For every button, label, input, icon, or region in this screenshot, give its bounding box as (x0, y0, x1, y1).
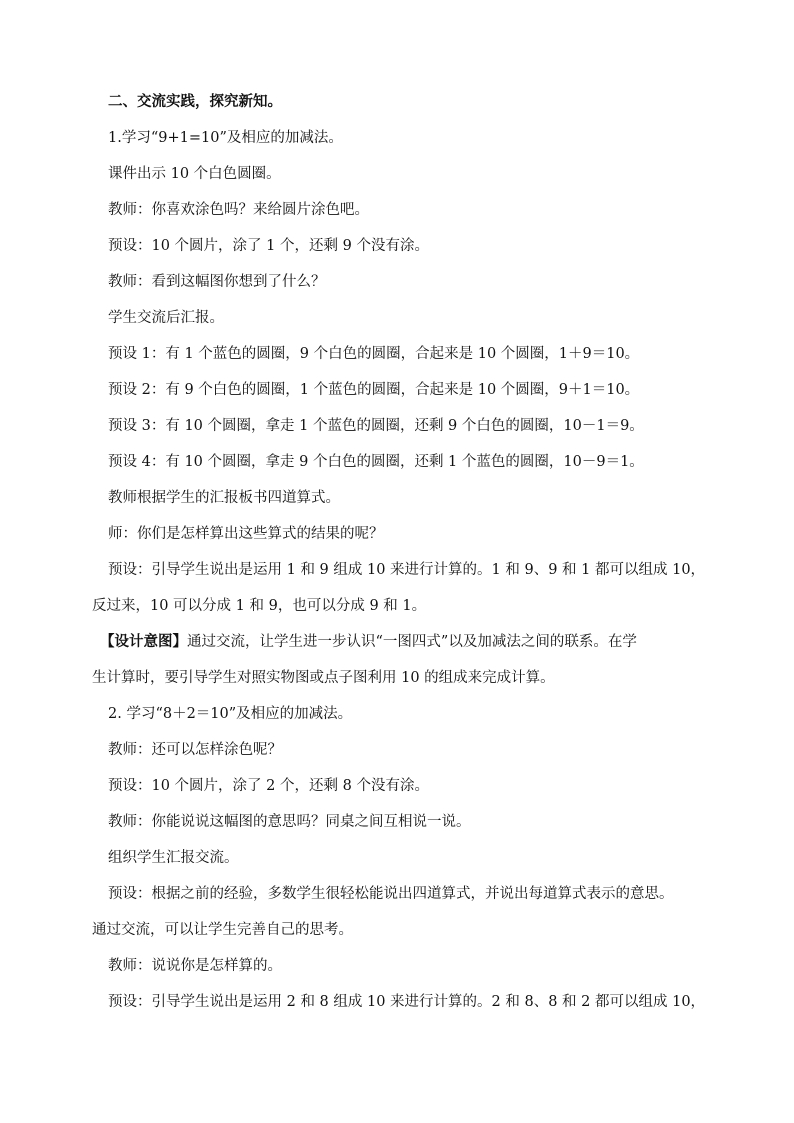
paragraph-15: 2. 学习“8＋2＝10”及相应的加减法。 (108, 706, 353, 722)
paragraph-7: 预设 1：有 1 个蓝色的圆圈，9 个白色的圆圈，合起来是 10 个圆圈，1＋9＝10。 (108, 346, 640, 362)
paragraph-2: 课件出示 10 个白色圆圈。 (108, 166, 281, 182)
paragraph-13-line-1: 预设：引导学生说出是运用 1 和 9 组成 10 来进行计算的。1 和 9、9 和 1 都可以组成 10， (108, 562, 706, 578)
paragraph-16: 教师：还可以怎样涂色呢？ (108, 742, 282, 758)
paragraph-20-line-2: 通过交流，可以让学生完善自己的思考。 (92, 922, 353, 938)
paragraph-8: 预设 2：有 9 个白色的圆圈，1 个蓝色的圆圈，合起来是 10 个圆圈，9＋1＝10。 (108, 382, 640, 398)
design-intent-text: 通过交流，让学生进一步认识“一图四式”以及加减法之间的联系。在学 (187, 634, 637, 650)
paragraph-19: 组织学生汇报交流。 (108, 850, 239, 866)
paragraph-18: 教师：你能说说这幅图的意思吗？同桌之间互相说一说。 (108, 814, 471, 830)
paragraph-20-line-1: 预设：根据之前的经验，多数学生很轻松能说出四道算式，并说出每道算式表示的意思。 (108, 886, 674, 902)
paragraph-14-line-2: 生计算时，要引导学生对照实物图或点子图利用 10 的组成来完成计算。 (92, 670, 555, 686)
paragraph-11: 教师根据学生的汇报板书四道算式。 (108, 490, 340, 506)
paragraph-13-line-2: 反过来，10 可以分成 1 和 9，也可以分成 9 和 1。 (92, 598, 427, 614)
design-intent-label: 【设计意图】 (100, 633, 187, 650)
paragraph-5: 教师：看到这幅图你想到了什么？ (108, 274, 326, 290)
paragraph-22: 预设：引导学生说出是运用 2 和 8 组成 10 来进行计算的。2 和 8、8 和 2 都可以组成 10， (108, 994, 706, 1010)
paragraph-6: 学生交流后汇报。 (108, 310, 224, 326)
paragraph-17: 预设：10 个圆片，涂了 2 个，还剩 8 个没有涂。 (108, 778, 429, 794)
paragraph-3: 教师：你喜欢涂色吗？来给圆片涂色吧。 (108, 202, 369, 218)
paragraph-12: 师：你们是怎样算出这些算式的结果的呢？ (108, 526, 384, 542)
paragraph-14-line-1 (100, 632, 720, 652)
paragraph-9: 预设 3：有 10 个圆圈，拿走 1 个蓝色的圆圈，还剩 9 个白色的圆圈，10－1＝9。 (108, 418, 644, 434)
section-heading: 二、交流实践，探究新知。 (108, 93, 282, 110)
paragraph-4: 预设：10 个圆片，涂了 1 个，还剩 9 个没有涂。 (108, 238, 429, 254)
paragraph-1: 1.学习“9+1=10”及相应的加减法。 (108, 130, 343, 146)
paragraph-10: 预设 4：有 10 个圆圈，拿走 9 个白色的圆圈，还剩 1 个蓝色的圆圈，10－9＝1。 (108, 454, 644, 470)
paragraph-21: 教师：说说你是怎样算的。 (108, 958, 282, 974)
